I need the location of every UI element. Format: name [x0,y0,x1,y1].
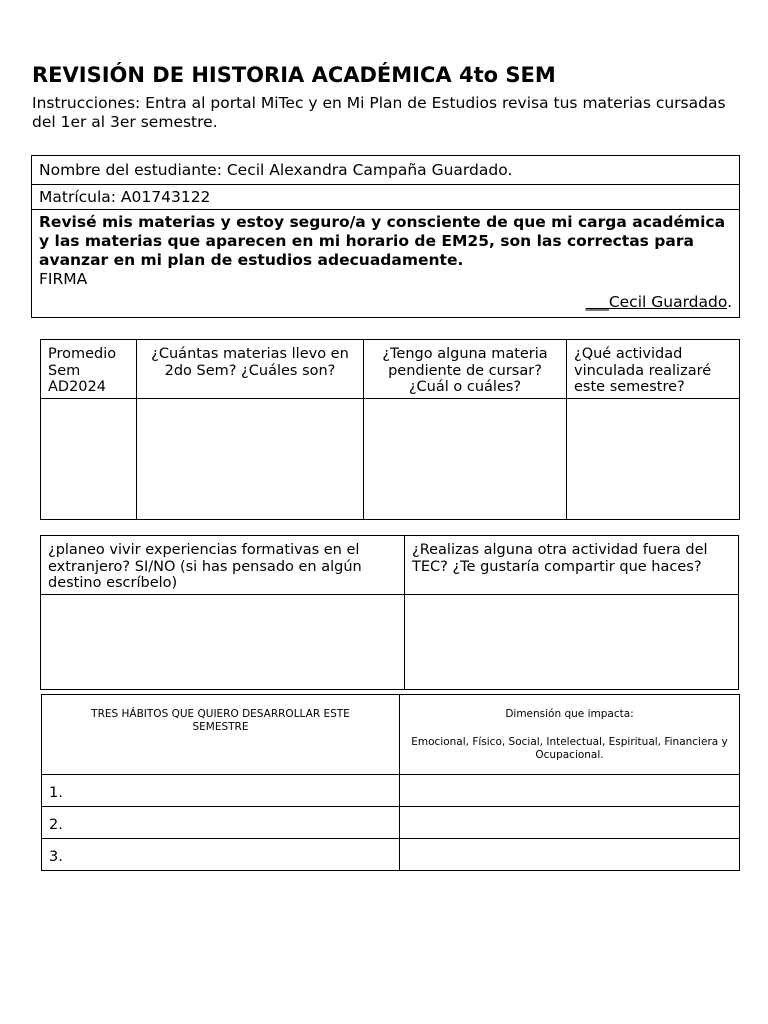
firma-label: FIRMA [39,270,88,288]
header-actividad-vinculada: ¿Qué actividad vinculada realizaré este semestre? [567,340,740,399]
habit-row-1[interactable]: 1. [42,775,400,807]
signature-name: Cecil Guardado [608,293,728,311]
habit-dimension-3[interactable] [400,839,740,871]
answer-pendiente-cell[interactable] [364,398,567,519]
habits-table [41,694,740,871]
answer-promedio-cell[interactable] [41,398,137,519]
header-actividad-fuera: ¿Realizas alguna otra actividad fuera del TEC? ¿Te gustaría compartir que haces? [405,536,739,595]
header-materia-pendiente: ¿Tengo alguna materia pendiente de cursar? ¿Cuál o cuáles? [364,340,567,399]
answer-materias-cell[interactable] [137,398,364,519]
page-title: REVISIÓN DE HISTORIA ACADÉMICA 4to SEM [32,63,556,87]
habit-row-3[interactable]: 3. [42,839,400,871]
declaration-cell [32,210,740,318]
header-materias-2do-sem: ¿Cuántas materias llevo en 2do Sem? ¿Cuáles son? [137,340,364,399]
answer-actividad-fuera-cell[interactable] [405,594,739,689]
declaration-text: Revisé mis materias y estoy seguro/a y consciente de que mi carga académica y las materias que aparecen en mi horario de EM25, son las correctas para avanzar en mi plan de estudios adecuadamente. [39,213,726,269]
habit-dimension-1[interactable] [400,775,740,807]
student-name-cell: Nombre del estudiante: Cecil Alexandra Campaña Guardado. [32,156,740,185]
answer-actividad-cell[interactable] [567,398,740,519]
dimension-header [400,695,740,775]
signature-line [39,288,732,314]
habit-dimension-2[interactable] [400,807,740,839]
student-info-table [31,155,740,318]
dimension-list: Emocional, Físico, Social, Intelectual, Espiritual, Financiera y Ocupacional. [411,736,728,761]
questions-table-2 [40,535,739,690]
header-promedio: Promedio Sem AD2024 [41,340,137,399]
signature-underscores: ___ [585,293,609,311]
questions-table-1 [40,339,740,520]
habit-row-2[interactable]: 2. [42,807,400,839]
answer-extranjero-cell[interactable] [41,594,405,689]
dimension-title: Dimensión que impacta: [505,708,634,720]
habits-header: TRES HÁBITOS QUE QUIERO DESARROLLAR ESTE SEMESTRE [42,695,400,775]
header-extranjero: ¿planeo vivir experiencias formativas en el extranjero? SI/NO (si has pensado en algún destino escríbelo) [41,536,405,595]
instructions-text: Instrucciones: Entra al portal MiTec y en Mi Plan de Estudios revisa tus materias cursadas del 1er al 3er semestre. [32,94,726,131]
matricula-cell: Matrícula: A01743122 [32,185,740,210]
signature-period: . [727,293,732,311]
